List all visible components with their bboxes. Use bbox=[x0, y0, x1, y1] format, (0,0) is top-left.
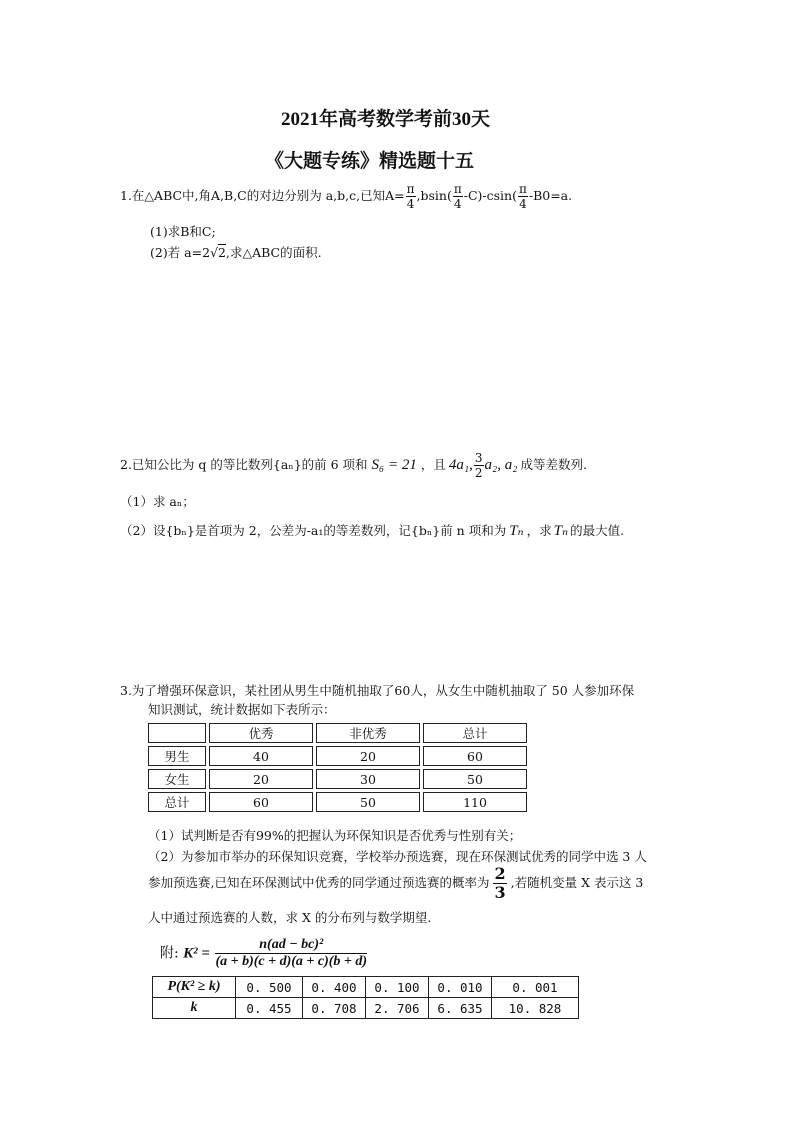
table-cell: 10. 828 bbox=[492, 998, 579, 1019]
table-cell: 0. 100 bbox=[366, 977, 429, 998]
table-cell: 20 bbox=[209, 769, 313, 789]
q1-text-end: -B0=a. bbox=[528, 188, 573, 203]
table-cell: 男生 bbox=[148, 746, 206, 766]
q3-part1: （1）试判断是否有99%的把握认为环保知识是否优秀与性别有关； bbox=[148, 828, 522, 843]
table-row bbox=[148, 769, 527, 789]
table-cell: 110 bbox=[423, 792, 527, 812]
table-cell: P(K² ≥ k) bbox=[153, 977, 236, 998]
pi-over-4-fraction: $\frac{\pi}{4}$ bbox=[406, 182, 415, 211]
formula-lhs: K² = bbox=[183, 945, 210, 962]
table-cell: 优秀 bbox=[209, 723, 313, 743]
data-table bbox=[145, 720, 530, 815]
table-row bbox=[153, 998, 579, 1019]
table-cell: 女生 bbox=[148, 769, 206, 789]
q1-part2: (2)若 a=2√2,求△ABC的面积. bbox=[150, 245, 322, 260]
table-cell: 60 bbox=[423, 746, 527, 766]
table-cell: 0. 400 bbox=[303, 977, 366, 998]
q2-part1: （1）求 aₙ； bbox=[120, 494, 195, 509]
pi-over-4-fraction: $\frac{\pi}{4}$ bbox=[453, 182, 462, 211]
q3-part2-line2: 参加预选赛,已知在环保测试中优秀的同学通过预选赛的概率为 $\frac{2}{3}$ ,若随机变量 X 表示这 3 bbox=[148, 864, 644, 902]
table-cell: 0. 010 bbox=[429, 977, 492, 998]
table-cell: 0. 455 bbox=[236, 998, 303, 1019]
table-cell: 总计 bbox=[148, 792, 206, 812]
table-cell: 0. 001 bbox=[492, 977, 579, 998]
question-2: 2.已知公比为 q 的等比数列{aₙ}的前 6 项和 S₆ = 21 ，且 4a₁, $\frac{3}{2}$ a₂, a₂ 成等差数列. bbox=[120, 451, 587, 480]
q3-part2-line3: 人中通过预选赛的人数，求 X 的分布列与数学期望. bbox=[148, 910, 432, 925]
table-cell: 2. 706 bbox=[366, 998, 429, 1019]
table-cell: 非优秀 bbox=[316, 723, 420, 743]
table-cell: 50 bbox=[316, 792, 420, 812]
table-cell: 60 bbox=[209, 792, 313, 812]
q1-text-pre: 1.在△ABC中,角A,B,C的对边分别为 a,b,c,已知A= bbox=[120, 188, 405, 203]
table-cell: 6. 635 bbox=[429, 998, 492, 1019]
pi-over-4-fraction: $\frac{\pi}{4}$ bbox=[518, 182, 527, 211]
table-cell: 50 bbox=[423, 769, 527, 789]
q3-line2: 知识测试，统计数据如下表所示： bbox=[148, 702, 336, 717]
table-row bbox=[148, 792, 527, 812]
q1-part1: (1)求B和C; bbox=[150, 224, 216, 239]
table-cell bbox=[148, 723, 206, 743]
table-row bbox=[148, 746, 527, 766]
table-cell: k bbox=[153, 998, 236, 1019]
three-halves-fraction: $\frac{3}{2}$ bbox=[474, 451, 483, 480]
q1-text-mid2: -C)-csin( bbox=[463, 188, 517, 203]
table-cell: 20 bbox=[316, 746, 420, 766]
critical-value-table bbox=[152, 976, 579, 1019]
page-title: 2021年高考数学考前30天 bbox=[281, 109, 491, 130]
question-1 bbox=[120, 183, 572, 210]
s6-formula: S₆ = 21 bbox=[371, 457, 417, 473]
sqrt-symbol: √ bbox=[210, 245, 219, 260]
table-row bbox=[148, 723, 527, 743]
k-squared-fraction: $\frac{\text{n(ad − bc)²}}{(a + b)(c + d)(a + c)(b + d)}$ bbox=[215, 937, 368, 969]
table-cell: 总计 bbox=[423, 723, 527, 743]
table-cell: 30 bbox=[316, 769, 420, 789]
table-cell: 0. 500 bbox=[236, 977, 303, 998]
table-row bbox=[153, 977, 579, 998]
probability-fraction: $\frac{2}{3}$ bbox=[494, 864, 506, 902]
q1-text-mid1: ,bsin( bbox=[416, 188, 452, 203]
q2-part2: （2）设{bₙ}是首项为 2，公差为-a₁的等差数列，记{bₙ}前 n 项和为 Tₙ ，求 Tₙ 的最大值. bbox=[120, 523, 625, 539]
table-cell: 0. 708 bbox=[303, 998, 366, 1019]
q3-part2-line1: （2）为参加市举办的环保知识竞赛，学校举办预选赛，现在环保测试优秀的同学中选 3 人 bbox=[148, 849, 647, 864]
appendix-label: 附: bbox=[160, 945, 179, 962]
table-cell: 40 bbox=[209, 746, 313, 766]
page-subtitle: 《大题专练》精选题十五 bbox=[265, 151, 475, 172]
appendix-formula bbox=[160, 938, 368, 969]
q3-line1: 3.为了增强环保意识，某社团从男生中随机抽取了60人，从女生中随机抽取了 50 人参加环保 bbox=[120, 683, 635, 698]
